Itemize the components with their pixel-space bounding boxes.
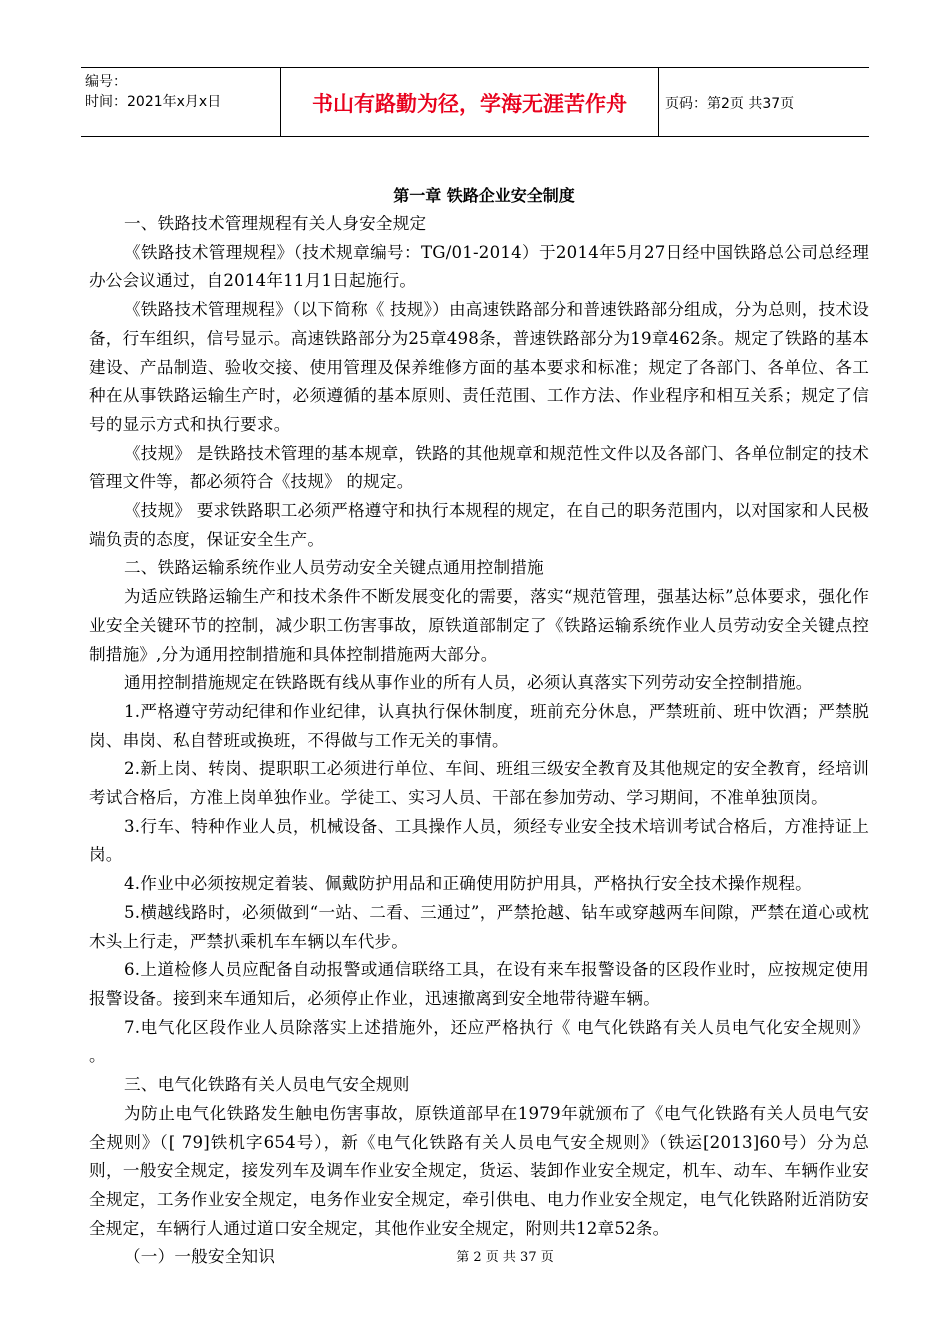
page-header [81, 67, 869, 137]
paragraph: 通用控制措施规定在铁路既有线从事作业的所有人员，必须认真落实下列劳动安全控制措施。 [124, 673, 813, 693]
list-item: 6.上道检修人员应配备自动报警或通信联络工具，在设有来车报警设备的区段作业时，应按规定使用报警设备。接到来车通知后，必须停止作业，迅速撤离到安全地带待避车辆。 [89, 960, 869, 1008]
header-motto: 书山有路勤为径，学海无涯苦作舟 [312, 92, 627, 116]
document-body [89, 181, 869, 1272]
document-number: 编号： [85, 74, 127, 90]
section-heading: 二、铁路运输系统作业人员劳动安全关键点通用控制措施 [124, 558, 544, 578]
list-item: 7.电气化区段作业人员除落实上述措施外，还应严格执行《 电气化铁路有关人员电气化安全规则》 。 [89, 1017, 869, 1066]
list-item: 1.严格遵守劳动纪律和作业纪律，认真执行保休制度，班前充分休息，严禁班前、班中饮酒；严禁脱岗、串岗、私自替班或换班，不得做与工作无关的事情。 [89, 701, 869, 750]
header-page-cell [659, 68, 869, 136]
header-meta [81, 68, 281, 136]
paragraph: 《技规》 要求铁路职工必须严格遵守和执行本规程的规定，在自己的职务范围内，以对国家和人民极端负责的态度，保证安全生产。 [89, 501, 869, 549]
header-motto-cell [281, 68, 659, 136]
list-item: 5.横越线路时，必须做到“一站、二看、三通过”，严禁抢越、钻车或穿越两车间隙，严禁在道心或枕木头上行走，严禁扒乘机车车辆以车代步。 [89, 902, 869, 951]
chapter-title: 第一章 铁路企业安全制度 [393, 186, 575, 205]
section-heading: 三、电气化铁路有关人员电气安全规则 [124, 1075, 410, 1095]
subsection-heading: （一）一般安全知识 [124, 1247, 276, 1267]
list-item: 4.作业中必须按规定着装、佩戴防护用品和正确使用防护用具，严格执行安全技术操作规程。 [124, 874, 812, 894]
page-footer: 第 2 页 共 37 页 [456, 1250, 554, 1265]
header-page-number: 页码：第2页 共37页 [665, 96, 795, 112]
paragraph: 为适应铁路运输生产和技术条件不断发展变化的需要，落实“规范管理，强基达标”总体要求，强化作业安全关键环节的控制，减少职工伤害事故，原铁道部制定了《铁路运输系统作业人员劳动安全关键点控制措施》,分为通用控制措施和具体控制措施两大部分。 [89, 587, 869, 664]
section-heading: 一、铁路技术管理规程有关人身安全规定 [124, 214, 427, 233]
paragraph: 为防止电气化铁路发生触电伤害事故，原铁道部早在1979年就颁布了《电气化铁路有关人员电气安全规则》（[ 79]铁机字654号），新《电气化铁路有关人员电气安全规则》（铁运[2013]60号）分为总则，一般安全规定，接发列车及调车作业安全规定，货运、装卸作业安全规定，机车、动车、车辆作业安全规定，工务作业安全规定，电务作业安全规定，牵引供电、电力作业安全规定，电气化铁路附近消防安全规定，车辆行人通过道口安全规定，其他作业安全规定，附则共12章52条。 [89, 1103, 869, 1238]
list-item: 2.新上岗、转岗、提职职工必须进行单位、车间、班组三级安全教育及其他规定的安全教育，经培训考试合格后，方准上岗单独作业。学徒工、实习人员、干部在参加劳动、学习期间，不准单独顶岗。 [89, 759, 869, 808]
paragraph: 《技规》 是铁路技术管理的基本规章，铁路的其他规章和规范性文件以及各部门、各单位制定的技术管理文件等，都必须符合《技规》 的规定。 [89, 443, 869, 492]
list-item: 3.行车、特种作业人员，机械设备、工具操作人员，须经专业安全技术培训考试合格后，方准持证上岗。 [89, 816, 869, 865]
document-date: 时间：2021年x月x日 [85, 94, 222, 110]
paragraph: 《铁路技术管理规程》（以下简称《 技规》）由高速铁路部分和普速铁路部分组成，分为总则，技术设备，行车组织，信号显示。高速铁路部分为25章498条，普速铁路部分为19章462条。规定了铁路的基本建设、产品制造、验收交接、使用管理及保养维修方面的基本要求和标准；规定了各部门、各单位、各工种在从事铁路运输生产时，必须遵循的基本原则、责任范围、工作方法、作业程序和相互关系；规定了信号的显示方式和执行要求。 [89, 300, 869, 434]
paragraph: 《铁路技术管理规程》（技术规章编号：TG/01-2014）于2014年5月27日经中国铁路总公司总经理办公会议通过，自2014年11月1日起施行。 [89, 242, 869, 291]
